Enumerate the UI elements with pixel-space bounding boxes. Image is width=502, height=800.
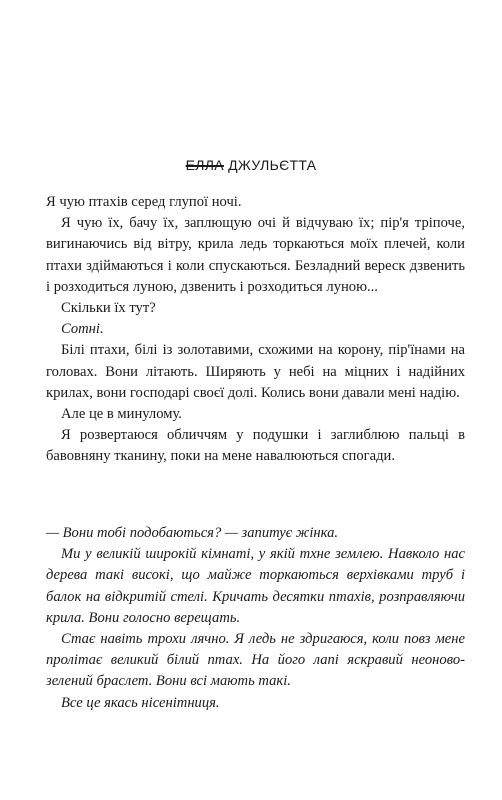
narrative-text	[46, 192, 465, 468]
paragraph-5: Білі птахи, білі із золотавими, схожими на корону, пір'їнами на головах. Вони літають. Ширяють у небі на міцних і надійних крилах, вони господарі своєї долі. Колись вони давали мені надію.	[46, 342, 465, 401]
paragraph-1: Я чую птахів серед глупої ночі.	[46, 194, 242, 210]
dream-paragraph-1: — Вони тобі подобаються? — запитує жінка.	[46, 525, 339, 541]
paragraph-7: Я розвертаюся обличчям у подушки і заглиблюю пальці в бавовняну тканину, поки на мене навалюються спогади.	[46, 427, 465, 465]
dream-paragraph-4: Все це якась нісенітниця.	[61, 694, 220, 711]
paragraph-6: Але це в минулому.	[61, 406, 182, 423]
paragraph-4	[46, 319, 465, 340]
chapter-title-name: ДЖУЛЬЄТТА	[228, 157, 317, 173]
paragraph-2: Я чую їх, бачу їх, заплющую очі й відчуваю їх; пір'я тріпоче, вигинаючись від вітру, крила ледь торкаються моїх плечей, коли птахи здіймаються і коли спускаються. Безладний вереск дзвенить і розходиться луною, дзвенить і розходиться луною...	[46, 215, 465, 295]
chapter-title	[0, 157, 502, 173]
paragraph-4-italic: Сотні.	[61, 321, 104, 338]
dream-paragraph-3: Стає навіть трохи лячно. Я ледь не здригаюся, коли повз мене пролітає великий білий птах. На його лапі яскравий неоново-зелений браслет. Вони всі мають такі.	[46, 631, 465, 690]
dream-paragraph-2: Ми у великій широкій кімнаті, у якій тхне землею. Навколо нас дерева такі високі, що майже торкаються верхівками труб і балок на відкритій стелі. Кричать десятки птахів, розправляючи крила. Вони голосно верещать.	[46, 546, 465, 626]
dream-sequence	[46, 523, 465, 714]
chapter-title-struck-name: ЕЛЛА	[185, 157, 224, 173]
paragraph-3: Скільки їх тут?	[61, 300, 156, 317]
